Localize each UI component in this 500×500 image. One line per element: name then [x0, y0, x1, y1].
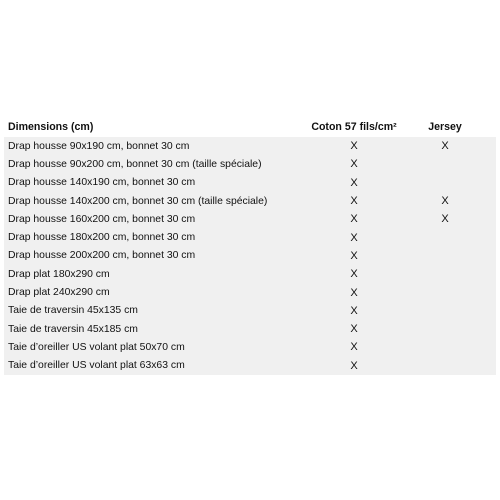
row-dimension-label: Drap housse 90x200 cm, bonnet 30 cm (taille spéciale): [8, 158, 262, 170]
row-dimension-label: Drap housse 160x200 cm, bonnet 30 cm: [8, 213, 196, 225]
row-dimension-label: Drap housse 200x200 cm, bonnet 30 cm: [8, 250, 196, 262]
row-coton-mark: X: [350, 213, 358, 226]
header-dimensions: Dimensions (cm): [8, 121, 94, 133]
row-coton-mark: X: [350, 268, 358, 281]
table-row: [4, 338, 496, 356]
table-row: [4, 174, 496, 192]
size-availability-table: [4, 117, 496, 375]
header-coton: Coton 57 fils/cm²: [311, 121, 397, 133]
row-coton-mark: X: [350, 249, 358, 262]
table-row: [4, 283, 496, 301]
table-row: [4, 357, 496, 375]
row-dimension-label: Drap plat 240x290 cm: [8, 287, 110, 299]
row-coton-mark: X: [350, 341, 358, 354]
table-row: [4, 265, 496, 283]
row-dimension-label: Taie d’oreiller US volant plat 63x63 cm: [8, 360, 185, 372]
table-body: [4, 137, 496, 375]
table-row: [4, 228, 496, 246]
table-row: [4, 192, 496, 210]
table-row: [4, 137, 496, 155]
row-coton-mark: X: [350, 195, 358, 208]
row-coton-mark: X: [350, 304, 358, 317]
row-dimension-label: Taie de traversin 45x135 cm: [8, 305, 138, 317]
row-coton-mark: X: [350, 231, 358, 244]
table-row: [4, 247, 496, 265]
row-coton-mark: X: [350, 323, 358, 336]
row-coton-mark: X: [350, 176, 358, 189]
row-jersey-mark: X: [441, 140, 449, 153]
table-row: [4, 302, 496, 320]
table-row: [4, 155, 496, 173]
row-dimension-label: Taie de traversin 45x185 cm: [8, 323, 138, 335]
row-jersey-mark: X: [441, 195, 449, 208]
row-dimension-label: Drap housse 140x200 cm, bonnet 30 cm (taille spéciale): [8, 195, 268, 207]
table-row: [4, 320, 496, 338]
row-dimension-label: Taie d’oreiller US volant plat 50x70 cm: [8, 341, 185, 353]
table-header-row: [4, 117, 496, 137]
row-jersey-mark: X: [441, 213, 449, 226]
header-jersey: Jersey: [428, 121, 462, 133]
row-dimension-label: Drap plat 180x290 cm: [8, 268, 110, 280]
row-dimension-label: Drap housse 90x190 cm, bonnet 30 cm: [8, 140, 190, 152]
table-row: [4, 210, 496, 228]
row-coton-mark: X: [350, 140, 358, 153]
row-coton-mark: X: [350, 158, 358, 171]
row-dimension-label: Drap housse 140x190 cm, bonnet 30 cm: [8, 177, 196, 189]
row-coton-mark: X: [350, 359, 358, 372]
row-dimension-label: Drap housse 180x200 cm, bonnet 30 cm: [8, 232, 196, 244]
row-coton-mark: X: [350, 286, 358, 299]
